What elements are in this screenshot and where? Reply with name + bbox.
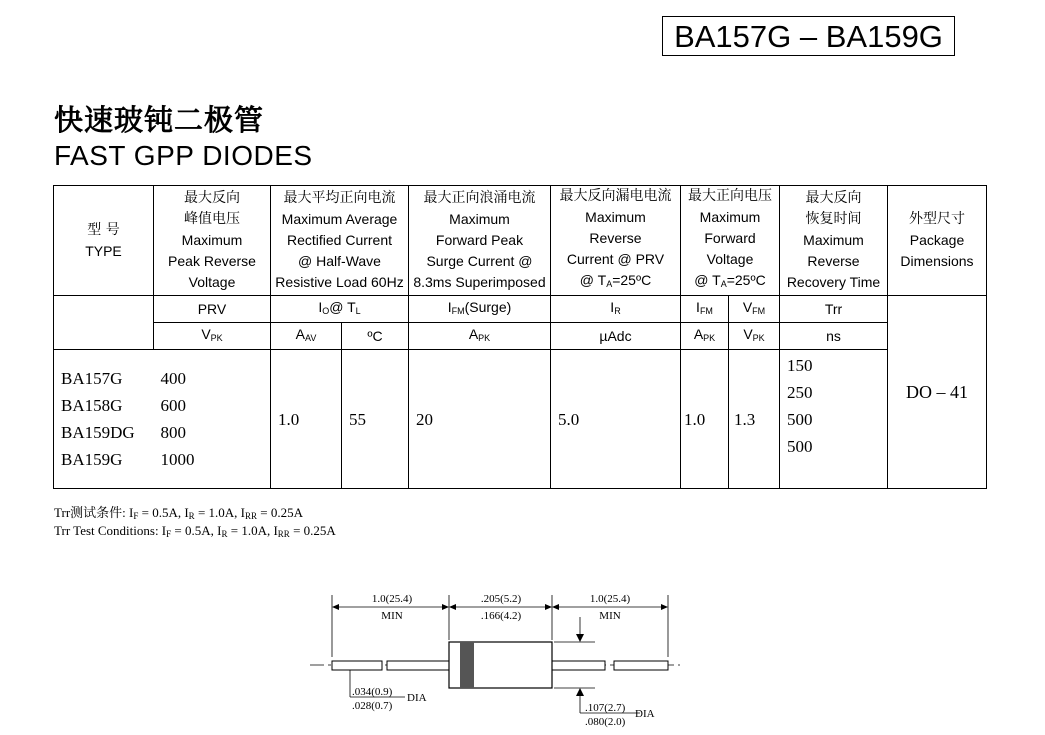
page-title-en: FAST GPP DIODES xyxy=(54,140,313,171)
prv-values: 400 600 800 1000 xyxy=(154,350,271,489)
unit-apk2: $A_{PK}$ xyxy=(681,323,729,350)
io-value: 1.0 xyxy=(271,350,342,489)
header-package: 外型尺寸 Package Dimensions xyxy=(888,186,987,296)
symbol-vfm: $V_{FM}$ xyxy=(729,296,780,323)
test-conditions-en: Trr Test Conditions: $I_F = 0.5A$, $I_R = 1.0A$, $I_{RR} = 0.25A$ xyxy=(54,523,336,539)
symbol-ifm2: $I_{FM}$ xyxy=(681,296,729,323)
lead-length-label: 1.0(25.4) xyxy=(371,593,413,605)
lead-min-label-right: MIN xyxy=(599,610,621,622)
lead-dia-label: DIA xyxy=(407,692,427,704)
unit-apk: $A_{PK}$ xyxy=(409,323,551,350)
trr-values: 150 250 500 500 xyxy=(780,350,888,489)
unit-ns: ns xyxy=(780,323,888,350)
ir-value: 5.0 xyxy=(551,350,681,489)
body-max-label: .205(5.2) xyxy=(480,593,522,605)
header-type: 型 号 TYPE xyxy=(54,186,154,296)
spec-table xyxy=(53,185,987,489)
page-title-cn: 快速玻钝二极管 xyxy=(54,103,265,137)
right-lead-inner xyxy=(552,661,605,670)
ifm-value: 1.0 xyxy=(681,350,729,489)
unit-aav: $A_{AV}$ xyxy=(271,323,342,350)
header-ir: 最大反向漏电电流 Maximum Reverse Current @ PRV @ $T_A=25ºC$ xyxy=(551,186,681,296)
vfm-value: 1.3 xyxy=(729,350,780,489)
symbol-trr: Trr xyxy=(780,296,888,323)
unit-vpk2: $V_{PK}$ xyxy=(729,323,780,350)
body-dia-label: DIA xyxy=(635,708,655,720)
header-vf: 最大正向电压 Maximum Forward Voltage @ $T_A=25ºC$ xyxy=(681,186,780,296)
symbol-ir: $I_R$ xyxy=(551,296,681,323)
unit-uadc: µAdc xyxy=(551,323,681,350)
left-lead-inner xyxy=(387,661,449,670)
cathode-band xyxy=(460,642,474,688)
package-cell: DO – 41 xyxy=(888,296,987,489)
left-lead-outer xyxy=(332,661,382,670)
symbol-ifm: $I_{FM}(Surge)$ xyxy=(409,296,551,323)
lead-dia-min-label: .028(0.7) xyxy=(352,700,393,712)
right-lead-outer xyxy=(614,661,668,670)
unit-degc: ºC xyxy=(342,323,409,350)
blank-cell xyxy=(54,296,154,350)
package-outline-drawing xyxy=(310,585,680,733)
body-min-label: .166(4.2) xyxy=(480,610,522,622)
header-trr: 最大反向 恢复时间 Maximum Reverse Recovery Time xyxy=(780,186,888,296)
test-conditions-cn: Trr测试条件: $I_F = 0.5A$, $I_R = 1.0A$, $I_{RR} = 0.25A$ xyxy=(54,505,303,521)
body-dia-min-label: .080(2.0) xyxy=(585,716,626,728)
header-io: 最大平均正向电流 Maximum Average Rectified Current @ Half-Wave Resistive Load 60Hz xyxy=(271,186,409,296)
lead-min-label: MIN xyxy=(381,610,403,622)
lead-length-label-right: 1.0(25.4) xyxy=(589,593,631,605)
header-ifsm: 最大正向浪涌电流 Maximum Forward Peak Surge Current @ 8.3ms Superimposed xyxy=(409,186,551,296)
unit-vpk: $V_{PK}$ xyxy=(154,323,271,350)
part-number-range: BA157G – BA159G xyxy=(662,16,955,56)
symbol-prv: PRV xyxy=(154,296,271,323)
lead-dia-max-label: .034(0.9) xyxy=(352,686,393,698)
header-prv: 最大反向 峰值电压 Maximum Peak Reverse Voltage xyxy=(154,186,271,296)
ifsm-value: 20 xyxy=(409,350,551,489)
body-dia-max-label: .107(2.7) xyxy=(585,702,626,714)
tl-value: 55 xyxy=(342,350,409,489)
symbol-io: $I_O@$ $T_L$ xyxy=(271,296,409,323)
type-values: BA157G BA158G BA159DG BA159G xyxy=(54,350,154,489)
